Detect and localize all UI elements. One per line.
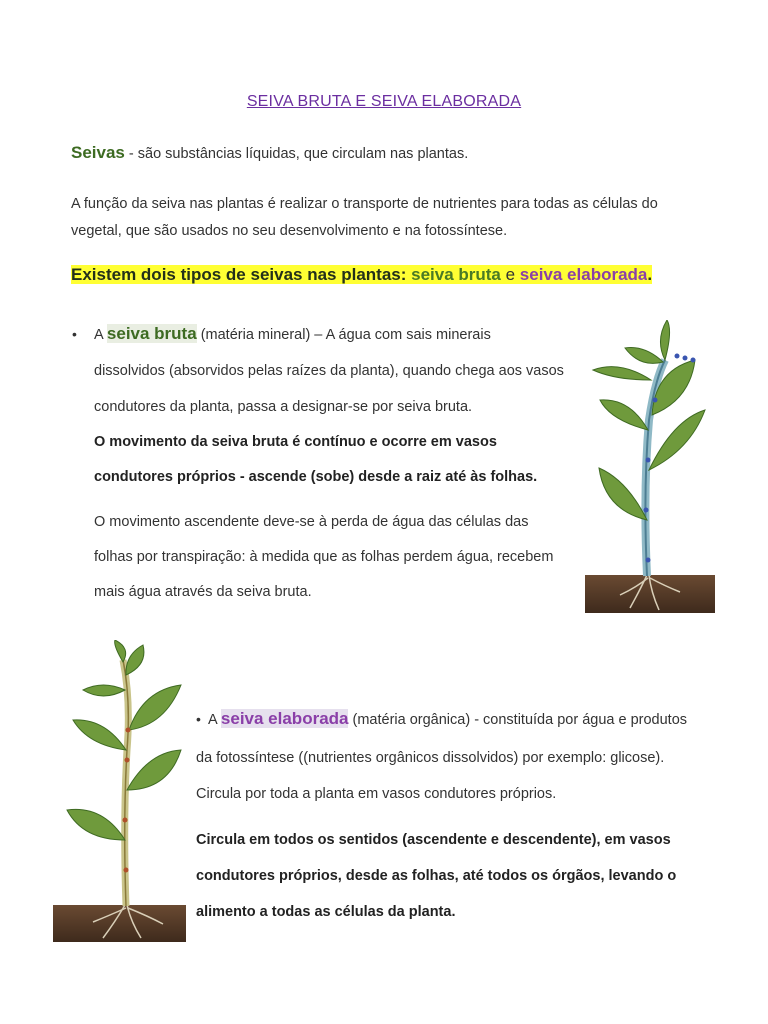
types-highlight (71, 265, 652, 285)
types-end: . (647, 265, 653, 284)
seiva-elaborada-section (196, 703, 716, 930)
bullet-icon: • (72, 326, 77, 342)
bruta-line-1 (72, 316, 576, 353)
types-term-elaborada: seiva elaborada (519, 265, 648, 284)
elab-bold-1: Circula em todos os sentidos (ascendente e descendente), em vasos (196, 832, 671, 848)
types-conj: e (500, 265, 520, 284)
bruta-p2-line-2: folhas por transpiração: à medida que as folhas perdem água, recebem (94, 549, 554, 565)
types-lead: Existem dois tipos de seivas nas plantas: (71, 265, 412, 284)
elab-line1-rest: (matéria orgânica) - constituída por água e produtos (348, 712, 688, 728)
bruta-p2-line-3: mais água através da seiva bruta. (94, 584, 312, 600)
bruta-p2-line-1: O movimento ascendente deve-se à perda de água das células das (94, 514, 529, 530)
bruta-term: seiva bruta (106, 324, 197, 343)
elab-bold-2: condutores próprios, desde as folhas, até todos os órgãos, levando o (196, 868, 677, 884)
seivas-term: Seivas (71, 143, 125, 162)
bruta-line1-rest: (matéria mineral) – A água com sais minerais (196, 327, 491, 343)
bruta-line-3: condutores da planta, passa a designar-se por seiva bruta. (94, 399, 473, 415)
elab-line-1 (196, 703, 716, 736)
elab-prefix: A (208, 712, 221, 728)
bruta-bold-1: O movimento da seiva bruta é contínuo e ocorre em vasos (94, 434, 497, 450)
elaborada-term: seiva elaborada (220, 709, 349, 728)
bullet-icon: • (196, 711, 201, 727)
elab-line-3: Circula por toda a planta em vasos condutores próprios. (196, 786, 557, 802)
function-paragraph: A função da seiva nas plantas é realizar o transporte de nutrientes para todas as células do vegetal, que são usados no seu desenvolvimento e na fotossíntese. (71, 196, 658, 239)
types-term-bruta: seiva bruta (411, 265, 501, 284)
seivas-definition (71, 143, 468, 163)
plant-bruta-image (585, 320, 715, 613)
elab-line-2: da fotossíntese ((nutrientes orgânicos dissolvidos) por exemplo: glicose). (196, 750, 665, 766)
bruta-line-2: dissolvidos (absorvidos pelas raízes da planta), quando chega aos vasos (94, 363, 564, 379)
page-title: SEIVA BRUTA E SEIVA ELABORADA (246, 93, 522, 110)
plant-elaborada-image (53, 640, 186, 942)
bruta-bold-2: condutores próprios - ascende (sobe) desde a raiz até às folhas. (94, 469, 538, 485)
seiva-bruta-section (72, 316, 576, 610)
elab-bold-3: alimento a todas as células da planta. (196, 904, 456, 920)
bruta-prefix: A (94, 327, 107, 343)
seivas-text: - são substâncias líquidas, que circulam nas plantas. (124, 146, 469, 162)
